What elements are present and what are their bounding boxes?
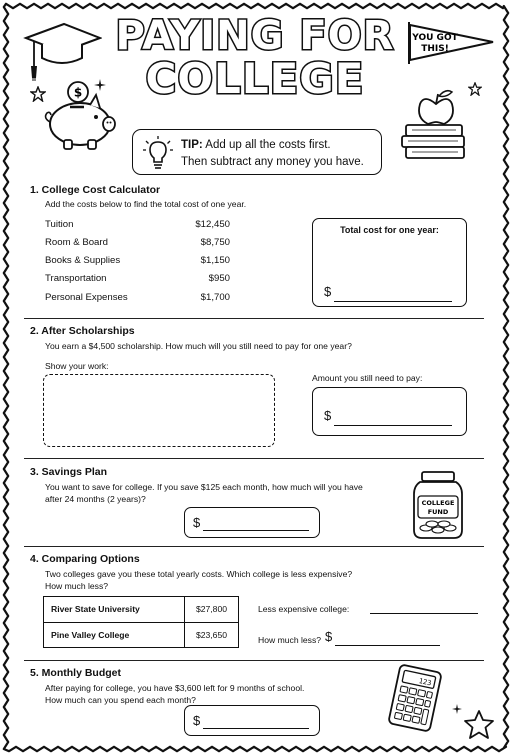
section-divider — [24, 546, 484, 547]
section-4-question-line2: How much less? — [45, 581, 109, 591]
graduation-cap-icon — [22, 18, 102, 82]
college-cost: $27,800 — [185, 597, 239, 623]
college-name: River State University — [44, 597, 185, 623]
amount-still-need-label: Amount you still need to pay: — [312, 373, 423, 383]
calculator-display: 123 — [418, 677, 433, 688]
section-1-title: 1. College Cost Calculator — [30, 184, 161, 196]
section-4-question-line1: Two colleges gave you these total yearly costs. Which college is less expensive? — [45, 569, 353, 579]
cost-amount: $12,450 — [195, 219, 230, 230]
title-line-2: COLLEGE — [145, 54, 365, 103]
section-4-title: 4. Comparing Options — [30, 553, 140, 565]
table-row — [44, 597, 239, 623]
monthly-budget-answer-box[interactable] — [184, 705, 320, 736]
cost-amount: $8,750 — [200, 237, 230, 248]
calculator-icon — [382, 664, 448, 732]
cost-amount: $1,150 — [200, 255, 230, 266]
total-cost-answer-box[interactable] — [312, 218, 467, 307]
tip-label: TIP: — [181, 139, 203, 151]
section-1-instructions: Add the costs below to find the total cost of one year. — [45, 199, 247, 209]
jar-label-line1: COLLEGE — [421, 499, 455, 507]
work-label: Show your work: — [45, 361, 109, 371]
pennant-text-line2: THIS! — [421, 44, 449, 54]
total-cost-label: Total cost for one year: — [340, 225, 439, 235]
section-3-title: 3. Savings Plan — [30, 466, 108, 478]
answer-line[interactable] — [203, 728, 309, 729]
tip-box — [132, 129, 382, 175]
answer-line[interactable] — [334, 301, 452, 302]
show-work-box[interactable] — [43, 374, 275, 447]
svg-text:$: $ — [73, 85, 83, 100]
cost-label: Personal Expenses — [45, 292, 128, 303]
sparkle-icon — [452, 704, 462, 714]
section-3-question-line2: after 24 months (2 years)? — [45, 494, 146, 504]
how-much-less-answer-line[interactable] — [335, 645, 440, 646]
jar-label-line2: FUND — [427, 508, 449, 516]
amount-answer-box[interactable] — [312, 387, 467, 436]
tip-line-1: Add up all the costs first. — [205, 139, 331, 151]
dollar-sign: $ — [193, 713, 201, 728]
section-divider — [24, 660, 484, 661]
cost-label: Tuition — [45, 219, 74, 230]
college-comparison-table — [43, 596, 239, 648]
small-star-icon — [468, 82, 482, 96]
savings-answer-box[interactable] — [184, 507, 320, 538]
cost-label: Books & Supplies — [45, 255, 121, 266]
table-row — [44, 622, 239, 648]
answer-line[interactable] — [203, 530, 309, 531]
cost-amount: $1,700 — [200, 292, 230, 303]
pennant-flag-icon — [405, 20, 497, 66]
pennant-text: YOU GOT — [412, 33, 458, 43]
cost-label: Transportation — [45, 273, 107, 284]
cost-label: Room & Board — [45, 237, 108, 248]
section-divider — [24, 318, 484, 319]
title-line-1: PAYING FOR — [115, 13, 395, 59]
dollar-sign: $ — [324, 408, 332, 423]
dollar-sign: $ — [325, 629, 333, 644]
answer-line[interactable] — [334, 425, 452, 426]
cost-amount: $950 — [208, 273, 230, 284]
less-expensive-answer-line[interactable] — [370, 613, 478, 614]
star-icon — [462, 708, 496, 742]
dollar-sign: $ — [193, 515, 201, 530]
section-2-question: You earn a $4,500 scholarship. How much will you still need to pay for one year? — [45, 341, 352, 351]
section-5-question-line2: How much can you spend each month? — [45, 695, 196, 705]
less-expensive-label: Less expensive college: — [258, 604, 350, 614]
apple-books-icon — [398, 78, 470, 160]
section-3-question-line1: You want to save for college. If you save $125 each month, how much will you have — [45, 482, 363, 492]
college-fund-jar-icon — [412, 470, 464, 540]
how-much-less-label: How much less? — [258, 635, 322, 645]
lightbulb-icon — [143, 136, 173, 170]
tip-text — [181, 137, 364, 171]
section-divider — [24, 458, 484, 459]
section-2-title: 2. After Scholarships — [30, 325, 135, 337]
section-5-question-line1: After paying for college, you have $3,600 left for 9 months of school. — [45, 683, 305, 693]
college-name: Pine Valley College — [44, 622, 185, 648]
college-cost: $23,650 — [185, 622, 239, 648]
tip-line-2: Then subtract any money you have. — [181, 156, 364, 168]
page-title — [100, 13, 410, 103]
section-5-title: 5. Monthly Budget — [30, 667, 121, 679]
dollar-sign: $ — [324, 284, 332, 299]
